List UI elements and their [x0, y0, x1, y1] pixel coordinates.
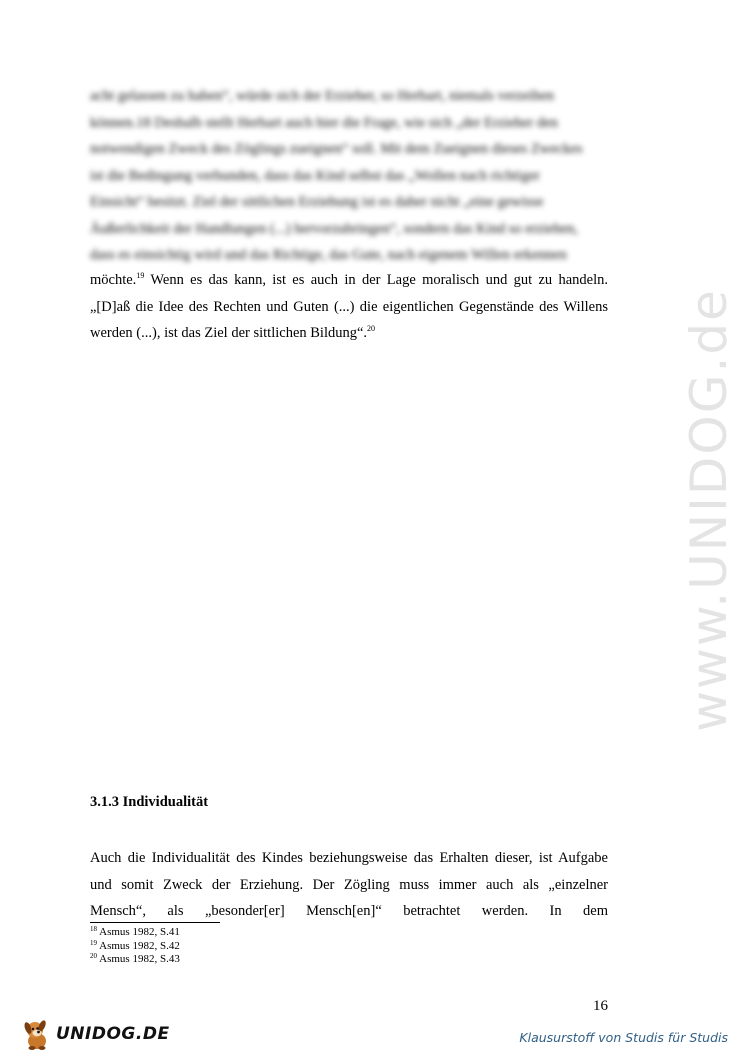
footnote-text: Asmus 1982, S.43 — [97, 953, 180, 965]
blurred-line: Äußerlichkeit der Handlungen (...) hervorzubringen“, sondern das Kind so erziehen, — [90, 220, 579, 237]
footnote — [90, 940, 180, 954]
footnote-separator — [90, 922, 220, 923]
footnote-number: 18 — [90, 925, 97, 933]
blurred-line: Einsicht“ besitzt. Ziel der sittlichen Erziehung ist es daher nicht „eine gewisse — [90, 194, 544, 210]
blurred-line: notwendigen Zweck des Zöglings zueignen“ soll. Mit dem Zueignen dieses Zweckes — [90, 141, 583, 157]
footnote-text: Asmus 1982, S.41 — [97, 926, 180, 938]
blurred-line: dass es einsichtig wird und das Richtige, das Gute, nach eigenem Willen erkennen — [90, 247, 567, 263]
body-line: Mensch“, als „besonder[er] Mensch[en]“ betrachtet werden. In dem — [90, 903, 608, 919]
page-number: 16 — [593, 998, 608, 1014]
section-heading: 3.1.3 Individualität — [90, 794, 209, 810]
body-paragraph — [90, 845, 608, 925]
body-text: möchte. — [90, 272, 137, 288]
footnotes — [90, 926, 180, 967]
blurred-line: ist die Bedingung verbunden, dass das Kind selbst das „Wollen nach richtiger — [90, 167, 540, 184]
footnote-number: 20 — [90, 952, 97, 960]
blurred-line: acht gelassen zu haben“, würde sich der Erzieher, so Herbart, niemals verzeihen — [90, 88, 555, 104]
footer-tagline: Klausurstoff von Studis für Studis — [519, 1030, 728, 1045]
dog-mascot-icon — [20, 1017, 54, 1051]
footnote-number: 19 — [90, 938, 97, 947]
unidog-logo — [20, 1014, 170, 1054]
footnote — [90, 953, 180, 967]
logo-text: UNIDOG.DE — [56, 1024, 170, 1044]
body-paragraph — [90, 267, 608, 347]
vertical-watermark: www.UNIDOG.de — [680, 288, 738, 732]
footnote-ref: 20 — [367, 324, 376, 333]
blurred-line: können.18 Deshalb stellt Herbart auch hier die Frage, wie sich „der Erzieher den — [90, 114, 558, 131]
body-text: Wenn es das kann, ist es auch in der Lage moralisch und gut zu handeln. „[D]aß die Idee des Rechten und Guten (...) die eigentlichen Gegenstände des Willens werden (...), ist das Ziel der sittlichen Bildung“. — [90, 272, 608, 341]
footnote-text: Asmus 1982, S.42 — [97, 939, 180, 952]
blurred-paragraph — [90, 83, 610, 269]
footnote-ref: 19 — [136, 271, 145, 280]
body-line: Auch die Individualität des Kindes beziehungsweise das Erhalten dieser, ist Aufgabe — [90, 850, 608, 866]
body-line: und somit Zweck der Erziehung. Der Zögling muss immer auch als „einzelner — [90, 876, 608, 893]
footnote — [90, 926, 180, 940]
